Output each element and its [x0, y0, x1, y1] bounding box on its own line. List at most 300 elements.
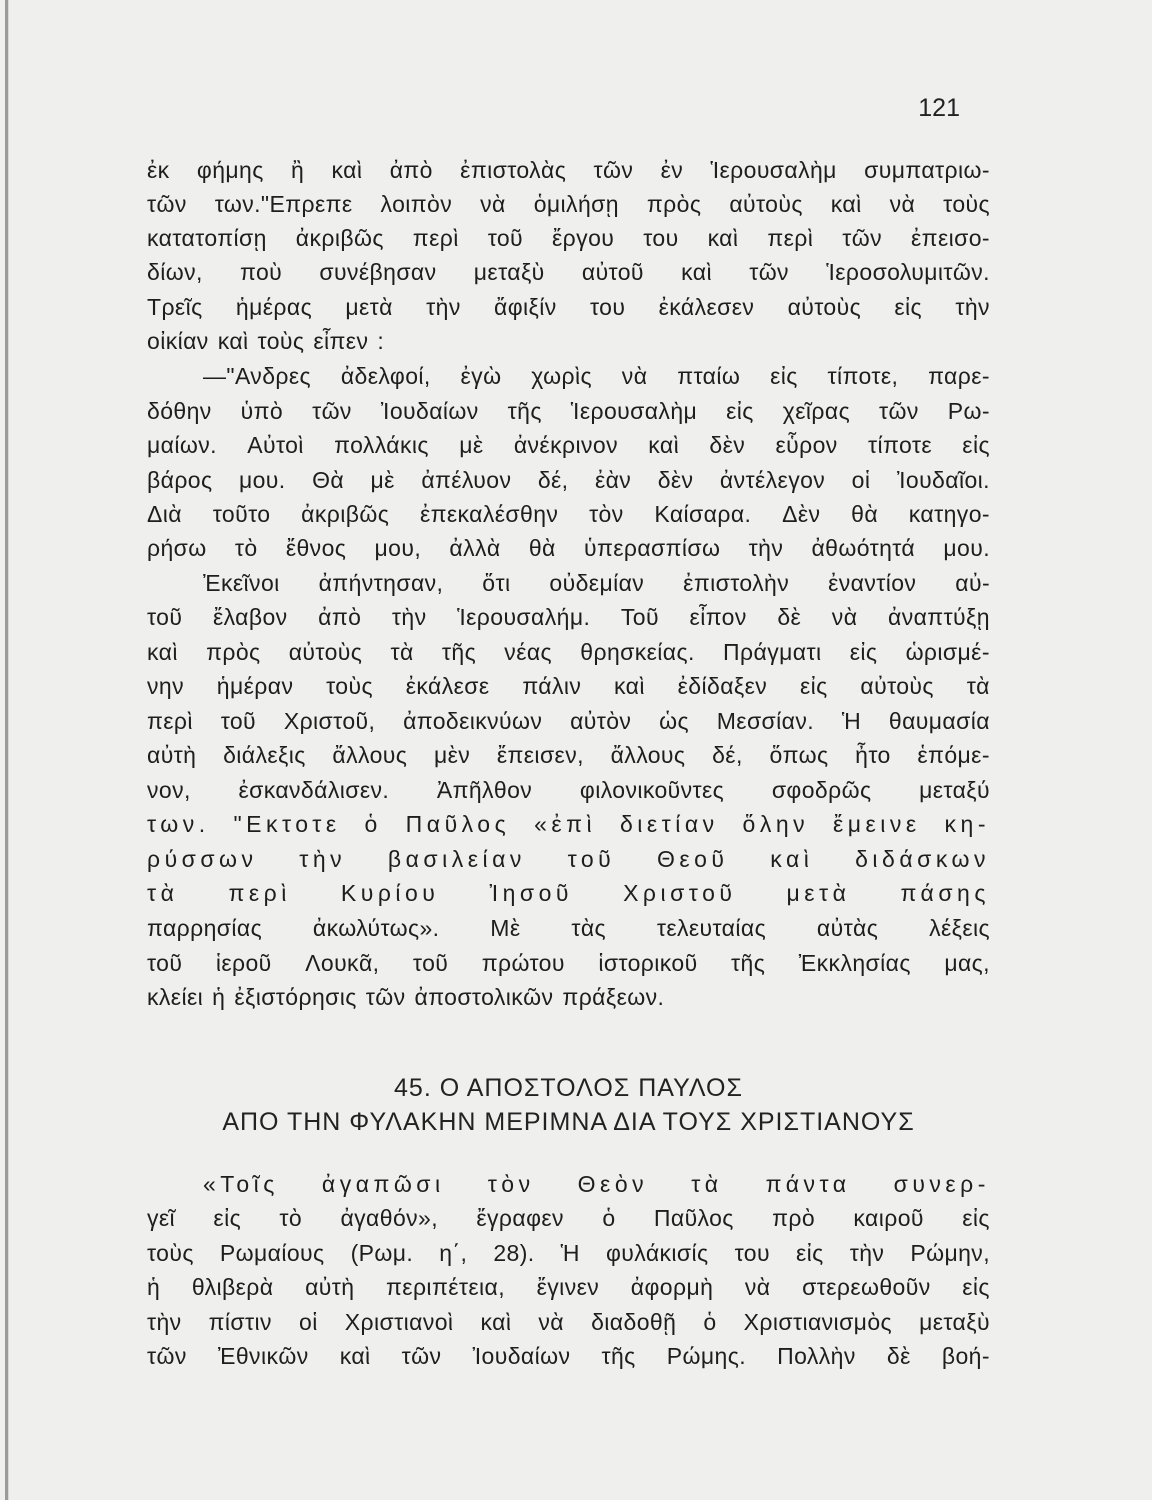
- word: ἀποδεικνύων: [403, 708, 543, 734]
- word: τοὺς: [257, 328, 305, 354]
- word: δόθην: [147, 398, 212, 424]
- word: Πράγματι: [723, 639, 822, 665]
- book-binding-edge: [5, 0, 9, 1500]
- word: τὸν: [487, 1171, 535, 1197]
- word: συνερ-: [893, 1171, 990, 1197]
- text-line: [147, 153, 990, 187]
- word: συμπατριω-: [864, 157, 990, 183]
- word: τῆς: [507, 398, 542, 424]
- word: μου,: [374, 535, 422, 561]
- word: Πολλὴν: [777, 1343, 856, 1369]
- word: ἦτο: [855, 742, 891, 768]
- word: Ἱεροσολυμιτῶν.: [826, 259, 990, 285]
- word: μαίων.: [147, 432, 217, 458]
- word: ἀπὸ: [389, 157, 433, 183]
- word: γεῖ: [147, 1205, 176, 1231]
- word: ἀγαθόν»,: [340, 1205, 439, 1231]
- word: των."Επρεπε: [214, 191, 353, 217]
- text-line: [147, 1270, 990, 1304]
- word: ἀδελφοί,: [340, 363, 431, 389]
- text-line: [147, 773, 990, 807]
- word: ἐπιστολὰς: [460, 157, 567, 183]
- word: διετίαν: [619, 811, 719, 837]
- word: τοὺς: [943, 191, 990, 217]
- word: Ἱερουσαλὴμ: [570, 398, 698, 424]
- word: διδάσκων: [855, 846, 990, 872]
- word: Χριστιανισμὸς: [743, 1309, 892, 1335]
- word: ἢ: [291, 157, 305, 183]
- word: πράξεων.: [562, 984, 665, 1010]
- word: ἀκριβῶς: [295, 225, 384, 251]
- word: ἔγραφεν: [476, 1205, 564, 1231]
- word: λέξεις: [929, 915, 990, 941]
- word: νέας: [504, 639, 553, 665]
- word: στερεωθοῦν: [802, 1274, 931, 1300]
- word: εἰς: [213, 1205, 242, 1231]
- text-line: [147, 911, 990, 945]
- word: του: [643, 225, 679, 251]
- word: ἡμέραν: [216, 673, 294, 699]
- word: φήμης: [196, 157, 264, 183]
- word: θλιβερὰ: [191, 1274, 274, 1300]
- word: ἐὰν: [594, 467, 632, 493]
- word: Θεὸν: [577, 1171, 649, 1197]
- word: μὲν: [433, 742, 471, 768]
- word: λοιπὸν: [380, 191, 453, 217]
- text-line: [147, 255, 990, 289]
- word: καὶ: [217, 328, 249, 354]
- word: αὐτοὺς: [860, 673, 934, 699]
- word: ἐκ: [147, 157, 170, 183]
- word: μεταξὺ: [473, 259, 545, 285]
- word: τὰς: [571, 915, 607, 941]
- word: ἡ: [212, 984, 226, 1010]
- word: Καίσαρα.: [654, 501, 752, 527]
- word: ἐν: [660, 157, 684, 183]
- word: τὸ: [234, 535, 258, 561]
- word: δὲν: [657, 467, 694, 493]
- word: αὐτὴ: [305, 1274, 355, 1300]
- text-line: [147, 704, 990, 738]
- word: Ἡ: [841, 708, 862, 734]
- word: ὁ: [364, 811, 382, 837]
- word: ἐπιστολὴν: [683, 570, 790, 596]
- text-line: [147, 324, 990, 358]
- word: βάρος: [147, 467, 213, 493]
- word: τὴν: [299, 846, 347, 872]
- word: τοὺς: [326, 673, 373, 699]
- word: σφοδρῶς: [771, 777, 872, 803]
- text-line: [147, 463, 990, 497]
- word: τῶν: [312, 398, 352, 424]
- text-line: [147, 394, 990, 428]
- word: ὡς: [659, 708, 689, 734]
- word: μὲ: [459, 432, 484, 458]
- text-line: [147, 1201, 990, 1235]
- word: Τοῦ: [620, 604, 659, 630]
- word: θρησκείας.: [580, 639, 695, 665]
- word: ἔγινεν: [536, 1274, 600, 1300]
- word: εἰς: [799, 673, 828, 699]
- word: ἐπεισο-: [911, 225, 990, 251]
- word: Ρώμην,: [910, 1240, 990, 1266]
- word: μεταξύ: [919, 777, 990, 803]
- word: νην: [147, 673, 184, 699]
- text-line: [147, 497, 990, 531]
- word: πρὸς: [206, 639, 261, 665]
- word: ὅτι: [482, 570, 511, 596]
- text-line: [147, 946, 990, 980]
- word: καὶ: [770, 846, 814, 872]
- word: Ρωμαίους: [219, 1240, 325, 1266]
- word: ἀνέκρινον: [513, 432, 618, 458]
- word: ὑπερασπίσω: [583, 535, 721, 561]
- word: Παῦλος: [405, 811, 511, 837]
- word: τελευταίας: [656, 915, 767, 941]
- word: τῆς: [441, 639, 477, 665]
- word: «ἐπὶ: [534, 811, 597, 837]
- word: αὐτὰς: [816, 915, 879, 941]
- word: οὐδεμίαν: [549, 570, 645, 596]
- word: τοῦ: [567, 846, 616, 872]
- word: «Τοῖς: [203, 1171, 279, 1197]
- word: οἱ: [299, 1309, 318, 1335]
- word: διαδοθῇ: [591, 1309, 677, 1335]
- word: ἔργου: [552, 225, 615, 251]
- word: οἱ: [851, 467, 871, 493]
- word: τῶν: [401, 1343, 442, 1369]
- text-line: [147, 669, 990, 703]
- text-line: [147, 635, 990, 669]
- word: πολλάκις: [334, 432, 429, 458]
- word: πρὸ: [772, 1205, 816, 1231]
- word: τὴν: [426, 294, 461, 320]
- text-line: [147, 1305, 990, 1339]
- text-line: [203, 566, 990, 600]
- word: μετὰ: [786, 880, 851, 906]
- word: δέ,: [537, 467, 569, 493]
- word: αὐτοὺς: [288, 639, 363, 665]
- word: διάλεξις: [223, 742, 306, 768]
- text-line: [147, 1339, 990, 1373]
- word: τίποτε,: [827, 363, 899, 389]
- word: ὁ: [703, 1309, 717, 1335]
- word: Ἐκκλησίας: [798, 950, 911, 976]
- word: τῶν: [147, 1343, 187, 1369]
- word: Ἐκεῖνοι: [203, 570, 280, 596]
- word: ὑπὸ: [240, 398, 284, 424]
- word: φυλάκισίς: [605, 1240, 709, 1266]
- word: Ἱερουσαλήμ.: [457, 604, 591, 630]
- word: Ἐθνικῶν: [217, 1343, 309, 1369]
- word: ἀντέλεγον: [719, 467, 826, 493]
- word: βασιλείαν: [387, 846, 526, 872]
- word: Ἰουδαίων: [380, 398, 479, 424]
- word: Δὲν: [782, 501, 821, 527]
- word: περὶ: [228, 880, 291, 906]
- word: ἡμέρας: [235, 294, 313, 320]
- word: ἄφιξίν: [494, 294, 557, 320]
- word: του: [589, 294, 626, 320]
- text-line: [147, 600, 990, 634]
- word: Χριστιανοὶ: [344, 1309, 454, 1335]
- word: νον,: [147, 777, 191, 803]
- word: τοῦτο: [212, 501, 271, 527]
- word: νὰ: [538, 1309, 565, 1335]
- word: η΄,: [439, 1240, 468, 1266]
- word: Μὲ: [490, 915, 521, 941]
- word: ἀγαπῶσι: [321, 1171, 445, 1197]
- word: τίποτε: [868, 432, 932, 458]
- chapter-heading-line-2: ΑΠΟ ΤΗΝ ΦΥΛΑΚΗΝ ΜΕΡΙΜΝΑ ΔΙΑ ΤΟΥΣ ΧΡΙΣΤΙΑΝΟΥΣ: [222, 1108, 915, 1136]
- chapter-heading-line-1: 45. Ο ΑΠΟΣΤΟΛΟΣ ΠΑΥΛΟΣ: [394, 1074, 743, 1102]
- word: εἶπεν: [313, 328, 369, 354]
- text-line: [147, 221, 990, 255]
- word: ἐναντίον: [828, 570, 917, 596]
- word: μου.: [238, 467, 286, 493]
- word: Θεοῦ: [656, 846, 729, 872]
- word: ὅπως: [769, 742, 829, 768]
- word: Αὐτοὶ: [247, 432, 304, 458]
- word: ἀναπτύξῃ: [888, 604, 990, 630]
- word: πάντα: [765, 1171, 851, 1197]
- word: ἐπεκαλέσθην: [419, 501, 559, 527]
- word: πίστιν: [208, 1309, 272, 1335]
- word: τὰ: [691, 1171, 723, 1197]
- word: Ἱερουσαλὴμ: [710, 157, 837, 183]
- word: :: [377, 328, 385, 354]
- word: τοὺς: [147, 1240, 194, 1266]
- word: Παῦλος: [653, 1205, 734, 1231]
- word: εἰς: [849, 639, 878, 665]
- text-line: [147, 428, 990, 462]
- word: καὶ: [830, 191, 862, 217]
- word: ἑπόμε-: [917, 742, 990, 768]
- word: τοῦ: [147, 604, 183, 630]
- word: καὶ: [681, 259, 712, 285]
- word: τὰ: [147, 880, 179, 906]
- word: Χριστοῦ,: [283, 708, 376, 734]
- word: μὲ: [370, 467, 395, 493]
- word: δὲ: [886, 1343, 911, 1369]
- word: κατατοπίσῃ: [147, 225, 267, 251]
- word: τὸ: [279, 1205, 303, 1231]
- word: (Ρωμ.: [350, 1240, 414, 1266]
- word: ἄλλους: [610, 742, 686, 768]
- word: νὰ: [831, 604, 858, 630]
- word: Τρεῖς: [147, 294, 203, 320]
- word: Διὰ: [147, 501, 182, 527]
- word: κλείει: [147, 984, 204, 1010]
- word: εὗρον: [775, 432, 838, 458]
- word: Ἡ: [560, 1240, 580, 1266]
- word: ἔθνος: [285, 535, 347, 561]
- word: ἔμεινε: [833, 811, 921, 837]
- word: τοῦ: [220, 708, 257, 734]
- word: Ἰουδαῖοι.: [896, 467, 990, 493]
- word: φιλονικοῦντες: [579, 777, 725, 803]
- word: θὰ: [851, 501, 879, 527]
- word: ὡρισμέ-: [905, 639, 990, 665]
- word: αὐτοὺς: [729, 191, 803, 217]
- word: ρήσω: [147, 535, 207, 561]
- word: καὶ: [339, 1343, 371, 1369]
- word: νὰ: [621, 363, 648, 389]
- word: ἐσκανδάλισεν.: [238, 777, 390, 803]
- word: τοῦ: [487, 225, 524, 251]
- word: Ἰουδαίων: [472, 1343, 571, 1369]
- word: πάσης: [900, 880, 990, 906]
- word: τὰ: [390, 639, 414, 665]
- word: τὴν: [147, 1309, 182, 1335]
- word: συνέβησαν: [319, 259, 437, 285]
- word: εἰς: [894, 294, 923, 320]
- word: ρύσσων: [147, 846, 258, 872]
- word: μεταξὺ: [919, 1309, 990, 1335]
- word: ἱεροῦ: [215, 950, 272, 976]
- word: εἰς: [726, 398, 754, 424]
- word: δὲ: [777, 604, 802, 630]
- word: 28).: [493, 1240, 535, 1266]
- word: Ρω-: [947, 398, 990, 424]
- word: τῆς: [731, 950, 766, 976]
- word: Ἀπῆλθον: [436, 777, 533, 803]
- word: των.: [147, 811, 210, 837]
- word: θαυμασία: [888, 708, 990, 734]
- text-line: [203, 359, 990, 393]
- word: δέ,: [712, 742, 743, 768]
- word: ἀπήντησαν,: [318, 570, 444, 596]
- word: κη-: [944, 811, 990, 837]
- word: τὴν: [748, 535, 784, 561]
- page-number: 121: [918, 94, 960, 122]
- word: τὸν: [589, 501, 624, 527]
- word: πρὸς: [646, 191, 702, 217]
- word: τὰ: [966, 673, 990, 699]
- word: αὐ-: [955, 570, 990, 596]
- word: περιπέτεια,: [386, 1274, 506, 1300]
- word: κατηγο-: [908, 501, 990, 527]
- word: τῶν: [879, 398, 919, 424]
- text-line: [203, 1167, 990, 1201]
- word: περὶ: [412, 225, 459, 251]
- text-line: [147, 876, 990, 910]
- word: ἀποστολικῶν: [414, 984, 554, 1010]
- word: εἰς: [962, 1205, 990, 1231]
- word: καὶ: [331, 157, 363, 183]
- word: ἀλλὰ: [449, 535, 501, 561]
- word: ἀπέλυον: [421, 467, 512, 493]
- word: δὲν: [709, 432, 746, 458]
- word: Θὰ: [312, 467, 345, 493]
- word: ὁ: [602, 1205, 616, 1231]
- word: ἔλαβον: [212, 604, 288, 630]
- word: Μεσσίαν.: [716, 708, 815, 734]
- word: τῶν: [842, 225, 883, 251]
- word: τῶν: [593, 157, 634, 183]
- word: ἐγὼ: [460, 363, 502, 389]
- word: εἰς: [962, 1274, 990, 1300]
- word: ὅλην: [742, 811, 810, 837]
- word: δίων,: [147, 259, 203, 285]
- word: χωρὶς: [531, 363, 592, 389]
- word: αὐτοὺς: [787, 294, 862, 320]
- word: αὐτὸν: [570, 708, 632, 734]
- word: ἐκάλεσε: [405, 673, 490, 699]
- text-line: [147, 187, 990, 221]
- word: οἰκίαν: [147, 328, 209, 354]
- text-line: [147, 738, 990, 772]
- word: ἀπὸ: [318, 604, 362, 630]
- word: ἱστορικοῦ: [598, 950, 698, 976]
- word: εἰς: [796, 1240, 824, 1266]
- word: Ἰησοῦ: [489, 880, 573, 906]
- word: ἀκριβῶς: [301, 501, 390, 527]
- word: ἐκάλεσεν: [658, 294, 755, 320]
- word: παρρησίας: [147, 915, 263, 941]
- word: καὶ: [614, 673, 645, 699]
- word: θὰ: [528, 535, 556, 561]
- word: του: [734, 1240, 770, 1266]
- text-line: [147, 980, 990, 1014]
- word: ὁμιλήσῃ: [533, 191, 619, 217]
- word: τοῦ: [412, 950, 449, 976]
- word: καὶ: [707, 225, 739, 251]
- word: μετὰ: [345, 294, 393, 320]
- word: νὰ: [480, 191, 506, 217]
- word: τὴν: [391, 604, 427, 630]
- word: τὴν: [955, 294, 990, 320]
- text-line: [147, 842, 990, 876]
- word: ποὺ: [240, 259, 283, 285]
- word: βοή-: [941, 1343, 990, 1369]
- word: τὴν: [849, 1240, 885, 1266]
- text-line: [147, 807, 990, 841]
- word: ἐξιστόρησις: [234, 984, 357, 1010]
- word: εἰς: [962, 432, 990, 458]
- word: —"Ανδρες: [203, 363, 312, 389]
- word: Χριστοῦ: [623, 880, 737, 906]
- word: νὰ: [744, 1274, 771, 1300]
- word: τῶν: [365, 984, 406, 1010]
- word: ἀκωλύτως».: [312, 915, 440, 941]
- word: καὶ: [480, 1309, 512, 1335]
- text-line: [147, 290, 990, 324]
- word: τῶν: [147, 191, 187, 217]
- word: εἶπον: [689, 604, 747, 630]
- word: νὰ: [889, 191, 916, 217]
- word: τῶν: [749, 259, 789, 285]
- word: "Εκτοτε: [233, 811, 341, 837]
- word: πταίω: [677, 363, 741, 389]
- word: μου.: [943, 535, 990, 561]
- word: τῆς: [601, 1343, 636, 1369]
- text-line: [147, 1236, 990, 1270]
- word: καὶ: [648, 432, 680, 458]
- word: πρώτου: [481, 950, 565, 976]
- word: αὐτοῦ: [581, 259, 644, 285]
- text-line: [147, 531, 990, 565]
- word: ἡ: [147, 1274, 161, 1300]
- word: Ρώμης.: [666, 1343, 746, 1369]
- word: περὶ: [147, 708, 193, 734]
- word: Λουκᾶ,: [305, 950, 380, 976]
- word: καιροῦ: [853, 1205, 924, 1231]
- word: αὐτὴ: [147, 742, 197, 768]
- word: τοῦ: [147, 950, 183, 976]
- word: πάλιν: [522, 673, 582, 699]
- word: μας,: [944, 950, 990, 976]
